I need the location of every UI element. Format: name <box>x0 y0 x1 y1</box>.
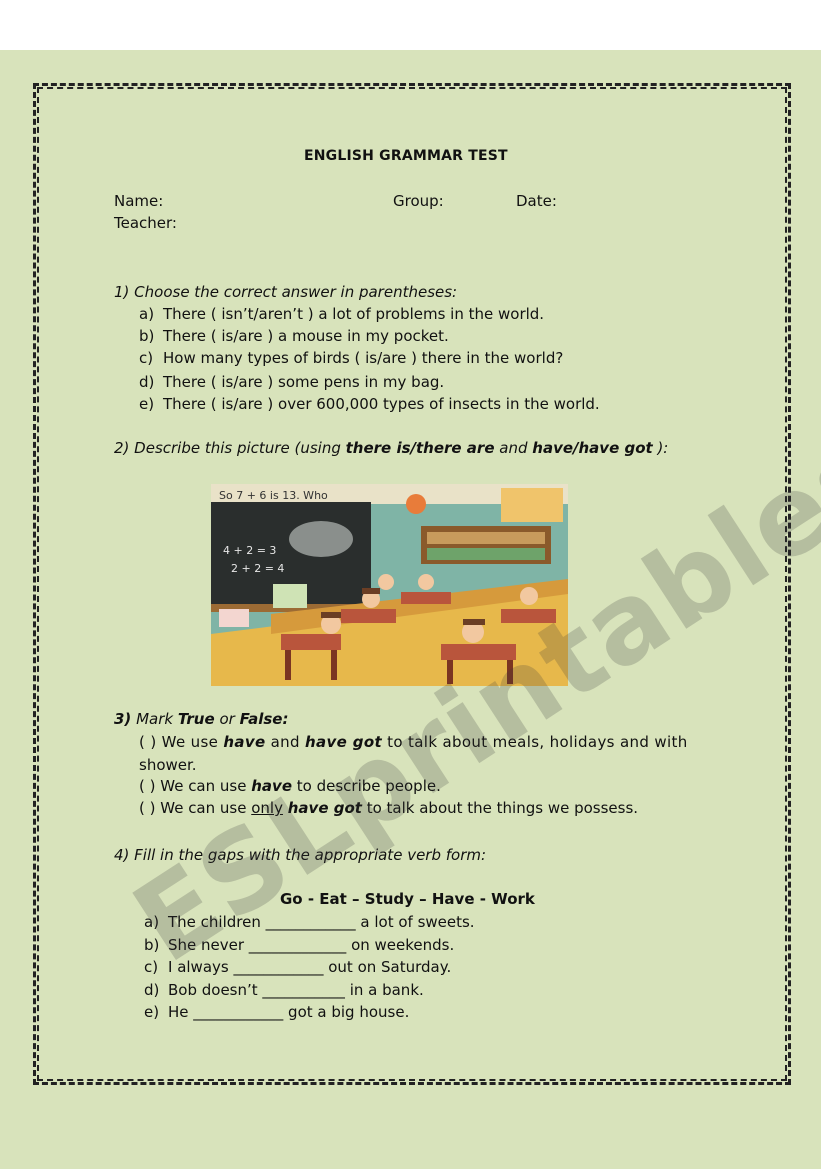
section3-instruction <box>114 710 288 729</box>
list-item <box>144 981 424 1000</box>
list-item <box>144 913 475 932</box>
item-letter: b) <box>139 327 155 345</box>
item-text: There ( is/are ) some pens in my bag. <box>163 373 445 391</box>
item-letter: a) <box>139 305 155 323</box>
tf-statement-1-continued: shower. <box>139 756 197 774</box>
item-text: There ( is/are ) a mouse in my pocket. <box>163 327 449 345</box>
tf-statement-1 <box>139 733 688 752</box>
item-text: How many types of birds ( is/are ) there in the world? <box>163 349 564 367</box>
tf2-have: have <box>251 777 292 795</box>
item-text: The children ____________ a lot of sweets. <box>168 913 475 931</box>
tf1-have-got: have got <box>305 733 383 751</box>
item-letter: a) <box>144 913 160 931</box>
item-text: He ____________ got a big house. <box>168 1003 410 1021</box>
tf1-part-b: and <box>265 733 306 751</box>
section2-suffix: ): <box>652 439 669 457</box>
list-item <box>139 349 563 368</box>
tf1-have: have <box>223 733 266 751</box>
list-item <box>139 305 544 324</box>
group-label: Group: <box>393 192 444 210</box>
section2-instruction <box>114 439 668 458</box>
item-text: There ( isn’t/aren’t ) a lot of problems in the world. <box>163 305 545 323</box>
tf2-part-a: ( ) We can use <box>139 777 252 795</box>
item-letter: b) <box>144 936 160 954</box>
item-text: Bob doesn’t ___________ in a bank. <box>168 981 424 999</box>
section3-true-word: True <box>177 710 215 728</box>
list-item <box>139 373 444 392</box>
tf3-part-a: ( ) We can use <box>139 799 252 817</box>
section2-prefix: 2) Describe this picture (using <box>114 439 346 457</box>
section3-or: or <box>214 710 240 728</box>
section3-pre: Mark <box>131 710 178 728</box>
item-letter: e) <box>144 1003 160 1021</box>
tf2-part-b: to describe people. <box>292 777 441 795</box>
board-math-text-1: 4 + 2 = 3 <box>223 544 277 557</box>
classroom-picture <box>211 484 568 686</box>
section1-instruction: 1) Choose the correct answer in parentheses: <box>114 283 458 301</box>
tf-statement-3 <box>139 799 638 818</box>
name-label: Name: <box>114 192 164 210</box>
list-item <box>144 936 454 955</box>
board-caption-text: So 7 + 6 is 13. Who <box>219 489 328 502</box>
section2-bold-there-is: there is/there are <box>345 439 495 457</box>
section4-instruction: 4) Fill in the gaps with the appropriate verb form: <box>114 846 487 864</box>
item-letter: e) <box>139 395 155 413</box>
item-text: There ( is/are ) over 600,000 types of insects in the world. <box>163 395 600 413</box>
tf3-have-got: have got <box>287 799 362 817</box>
section2-mid: and <box>494 439 533 457</box>
list-item <box>139 395 600 414</box>
teacher-label: Teacher: <box>114 214 177 232</box>
item-letter: c) <box>139 349 154 367</box>
section2-bold-have: have/have got <box>532 439 653 457</box>
list-item <box>144 1003 409 1022</box>
section3-number: 3) <box>114 710 132 728</box>
board-math-text-2: 2 + 2 = 4 <box>231 562 285 575</box>
tf-statement-2 <box>139 777 441 796</box>
date-label: Date: <box>516 192 557 210</box>
page-title: ENGLISH GRAMMAR TEST <box>304 148 508 164</box>
section3-false-word: False: <box>239 710 289 728</box>
item-letter: d) <box>144 981 160 999</box>
tf1-part-a: ( ) We use <box>139 733 224 751</box>
tf3-only: only <box>251 799 283 817</box>
tf1-part-c: to talk about meals, holidays and with <box>382 733 688 751</box>
item-text: She never _____________ on weekends. <box>168 936 455 954</box>
item-letter: d) <box>139 373 155 391</box>
list-item <box>144 958 451 977</box>
item-text: I always ____________ out on Saturday. <box>168 958 452 976</box>
word-bank: Go - Eat – Study – Have - Work <box>280 890 535 908</box>
item-letter: c) <box>144 958 159 976</box>
tf3-part-b: to talk about the things we possess. <box>361 799 639 817</box>
list-item <box>139 327 449 346</box>
